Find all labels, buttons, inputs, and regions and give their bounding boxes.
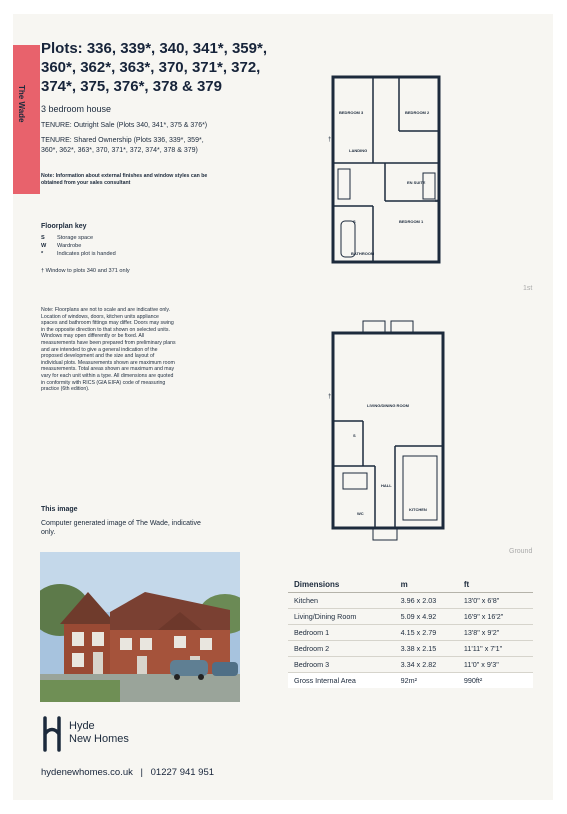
tenure-shared-line-1: TENURE: Shared Ownership (Plots 336, 339*, 359*, [41, 137, 204, 144]
storage-marker-first: S [353, 219, 356, 224]
floorplan-drawings [313, 71, 543, 541]
tenure-shared [41, 136, 291, 155]
level-label-first: 1st [523, 285, 533, 292]
key-item-handed: * Indicates plot is handed [41, 250, 116, 257]
window-dagger-ground: † [328, 394, 332, 400]
floorplans [313, 71, 543, 555]
header-room: Dimensions [294, 580, 340, 589]
storage-marker-ground: S [353, 433, 356, 438]
brand-name [69, 720, 129, 746]
floorplan-key-list [41, 235, 116, 258]
finishes-note: Note: Information about external finishes and window styles can be obtained from your sales consultant [41, 173, 208, 186]
room-hall: HALL [381, 483, 392, 488]
table-row: Bedroom 1 4.15 x 2.79 13'8" x 9'2" [288, 625, 533, 641]
room-wc: WC [357, 511, 364, 516]
image-caption-heading: This image [41, 506, 78, 513]
table-row: Bedroom 3 3.34 x 2.82 11'0" x 9'3" [288, 657, 533, 673]
plots-title [41, 39, 303, 96]
hyde-logo-icon [41, 716, 63, 757]
house-image [40, 552, 240, 702]
brand-line-1: Hyde [69, 720, 95, 732]
brochure-page [13, 14, 553, 800]
tenure-outright: TENURE: Outright Sale (Plots 340, 341*, 375 & 376*) [41, 122, 208, 129]
room-bathroom: BATHROOM [351, 251, 375, 256]
room-bedroom-1: BEDROOM 1 [399, 219, 424, 224]
footer-separator: | [140, 767, 143, 778]
room-kitchen: KITCHEN [409, 507, 427, 512]
footer-contact [41, 767, 214, 778]
dimensions-table [288, 577, 533, 688]
room-bedroom-2: BEDROOM 2 [405, 110, 430, 115]
key-item-wardrobe: W Wardrobe [41, 242, 82, 249]
level-label-ground: Ground [509, 548, 533, 555]
header-m: m [400, 580, 408, 589]
brand-line-2: New Homes [69, 733, 129, 745]
side-tab [13, 45, 40, 194]
window-dagger-first: † [328, 137, 332, 143]
dimensions-header [288, 577, 533, 593]
side-tab-label: The Wade [17, 85, 26, 123]
tenure-shared-line-2: 360*, 362*, 363*, 370, 371*, 372, 374*, 378 & 379) [41, 146, 198, 154]
table-row: Bedroom 2 3.38 x 2.15 11'11" x 7'1" [288, 641, 533, 657]
table-row: Living/Dining Room 5.09 x 4.92 16'9" x 16'2" [288, 609, 533, 625]
title-line-3: 374*, 375, 376*, 378 & 379 [41, 78, 222, 95]
header-ft: ft [463, 580, 470, 589]
footer-phone[interactable]: 01227 941 951 [150, 767, 215, 778]
window-note: † Window to plots 340 and 371 only [41, 268, 130, 274]
image-caption-text: Computer generated image of The Wade, indicative only. [41, 520, 201, 536]
measurements-note: Note: Floorplans are not to scale and are indicative only. Location of windows, doors, kitchen units appliance spaces and bathroom fittings may differ. Doors may swing in the opposite direction to that shown on selected units. Windows may open differently or be fixed. All measurements have been prepared from preliminary plans and are intended to give a general indication of the proposed development and the size and layout of individual plots. Measurements shown are maximum room measurements. Total areas shown are maximum and may vary for each unit within a type. All dimensions are quoted in conformity with RICS (GIA EIFA) code of measuring practice (6th edition). [41, 307, 176, 393]
title-line-2: 360*, 362*, 363*, 370, 371*, 372, [41, 59, 261, 76]
gross-internal-area-row: Gross Internal Area 92m² 990ft² [288, 673, 533, 688]
room-living-dining: LIVING/DINING ROOM [367, 403, 409, 408]
key-item-storage: S Storage space [41, 235, 94, 241]
footer-website[interactable]: hydenewhomes.co.uk [41, 767, 133, 778]
room-bedroom-3: BEDROOM 3 [339, 110, 364, 115]
house-illustration [40, 552, 240, 702]
house-type: 3 bedroom house [41, 104, 112, 114]
room-en-suite: EN SUITE [407, 180, 426, 185]
room-landing: LANDING [349, 148, 368, 153]
wardrobe-marker: W [435, 198, 439, 203]
title-line-1: Plots: 336, 339*, 340, 341*, 359*, [41, 40, 267, 57]
floorplan-key-heading: Floorplan key [41, 223, 87, 230]
table-row: Kitchen 3.96 x 2.03 13'0" x 6'8" [288, 593, 533, 609]
